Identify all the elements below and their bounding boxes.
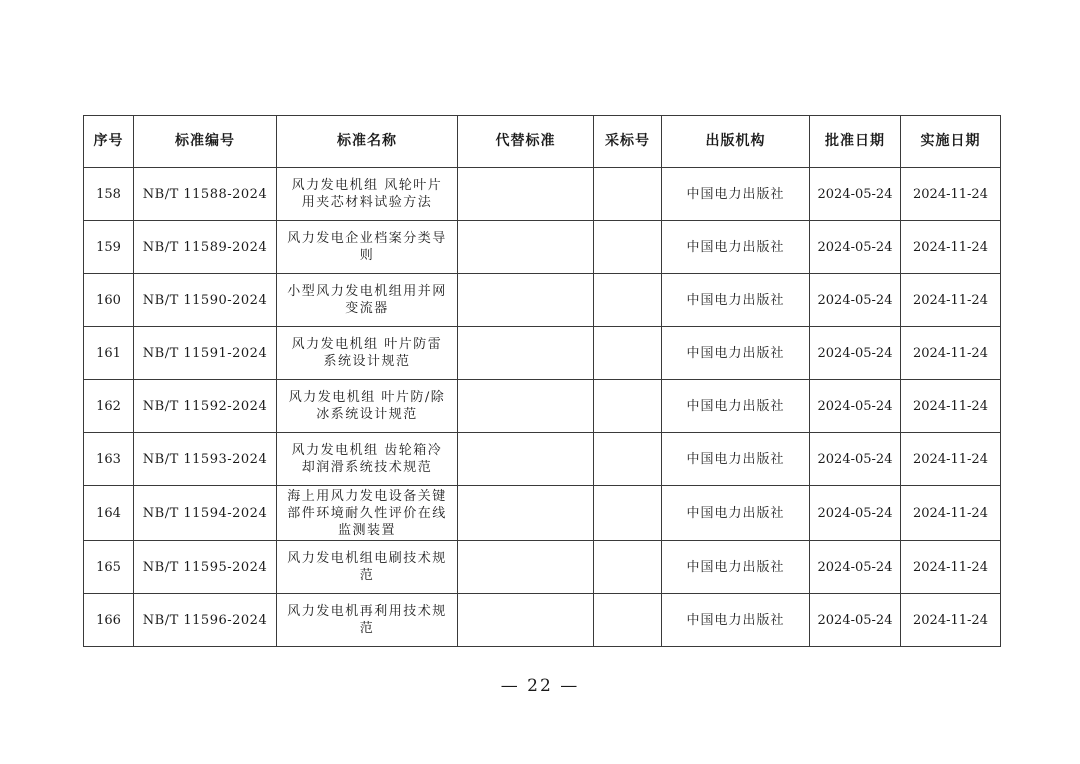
table-row	[84, 594, 1001, 647]
cell-code: NB/T 11594-2024	[134, 486, 277, 541]
cell-approved: 2024-05-24	[810, 486, 901, 541]
table-row	[84, 433, 1001, 486]
cell-adopted	[594, 221, 662, 274]
standards-table	[83, 115, 1001, 647]
cell-publisher: 中国电力出版社	[662, 221, 810, 274]
cell-no: 165	[84, 541, 134, 594]
cell-code: NB/T 11590-2024	[134, 274, 277, 327]
cell-code: NB/T 11595-2024	[134, 541, 277, 594]
cell-approved: 2024-05-24	[810, 433, 901, 486]
table-row	[84, 486, 1001, 541]
cell-adopted	[594, 541, 662, 594]
table-row	[84, 274, 1001, 327]
cell-publisher: 中国电力出版社	[662, 594, 810, 647]
cell-adopted	[594, 486, 662, 541]
cell-adopted	[594, 168, 662, 221]
header-no: 序号	[84, 116, 134, 168]
cell-no: 162	[84, 380, 134, 433]
cell-no: 158	[84, 168, 134, 221]
cell-replaces	[458, 274, 594, 327]
cell-code: NB/T 11589-2024	[134, 221, 277, 274]
table-row	[84, 541, 1001, 594]
cell-name: 海上用风力发电设备关键部件环境耐久性评价在线监测装置	[277, 486, 458, 541]
cell-no: 161	[84, 327, 134, 380]
table-row	[84, 168, 1001, 221]
cell-approved: 2024-05-24	[810, 274, 901, 327]
cell-effective: 2024-11-24	[901, 168, 1001, 221]
cell-effective: 2024-11-24	[901, 327, 1001, 380]
cell-approved: 2024-05-24	[810, 221, 901, 274]
header-replaces: 代替标准	[458, 116, 594, 168]
page-number: — 22 —	[500, 676, 580, 696]
cell-code: NB/T 11592-2024	[134, 380, 277, 433]
cell-no: 166	[84, 594, 134, 647]
header-adopted: 采标号	[594, 116, 662, 168]
cell-adopted	[594, 594, 662, 647]
cell-effective: 2024-11-24	[901, 486, 1001, 541]
cell-no: 163	[84, 433, 134, 486]
cell-name: 风力发电机组 叶片防/除冰系统设计规范	[277, 380, 458, 433]
cell-approved: 2024-05-24	[810, 594, 901, 647]
table-row	[84, 327, 1001, 380]
cell-replaces	[458, 327, 594, 380]
cell-replaces	[458, 221, 594, 274]
cell-code: NB/T 11593-2024	[134, 433, 277, 486]
header-publisher: 出版机构	[662, 116, 810, 168]
cell-replaces	[458, 541, 594, 594]
header-effective: 实施日期	[901, 116, 1001, 168]
cell-effective: 2024-11-24	[901, 274, 1001, 327]
cell-adopted	[594, 327, 662, 380]
cell-name: 风力发电机组 齿轮箱冷却润滑系统技术规范	[277, 433, 458, 486]
cell-code: NB/T 11588-2024	[134, 168, 277, 221]
cell-no: 160	[84, 274, 134, 327]
cell-name: 风力发电机再利用技术规范	[277, 594, 458, 647]
cell-effective: 2024-11-24	[901, 380, 1001, 433]
cell-name: 风力发电机组 风轮叶片用夹芯材料试验方法	[277, 168, 458, 221]
cell-publisher: 中国电力出版社	[662, 486, 810, 541]
cell-name: 风力发电机组 叶片防雷系统设计规范	[277, 327, 458, 380]
cell-publisher: 中国电力出版社	[662, 274, 810, 327]
cell-name: 小型风力发电机组用并网变流器	[277, 274, 458, 327]
cell-effective: 2024-11-24	[901, 221, 1001, 274]
cell-approved: 2024-05-24	[810, 168, 901, 221]
cell-adopted	[594, 274, 662, 327]
cell-effective: 2024-11-24	[901, 594, 1001, 647]
cell-replaces	[458, 168, 594, 221]
cell-effective: 2024-11-24	[901, 433, 1001, 486]
cell-approved: 2024-05-24	[810, 327, 901, 380]
cell-no: 159	[84, 221, 134, 274]
cell-replaces	[458, 486, 594, 541]
cell-replaces	[458, 380, 594, 433]
table-header-row	[84, 116, 1001, 168]
cell-replaces	[458, 594, 594, 647]
header-approved: 批准日期	[810, 116, 901, 168]
cell-effective: 2024-11-24	[901, 541, 1001, 594]
cell-publisher: 中国电力出版社	[662, 168, 810, 221]
cell-code: NB/T 11591-2024	[134, 327, 277, 380]
cell-publisher: 中国电力出版社	[662, 541, 810, 594]
cell-publisher: 中国电力出版社	[662, 433, 810, 486]
cell-code: NB/T 11596-2024	[134, 594, 277, 647]
cell-adopted	[594, 433, 662, 486]
cell-adopted	[594, 380, 662, 433]
cell-replaces	[458, 433, 594, 486]
cell-approved: 2024-05-24	[810, 380, 901, 433]
cell-publisher: 中国电力出版社	[662, 327, 810, 380]
cell-publisher: 中国电力出版社	[662, 380, 810, 433]
table-row	[84, 380, 1001, 433]
cell-no: 164	[84, 486, 134, 541]
cell-name: 风力发电企业档案分类导则	[277, 221, 458, 274]
header-name: 标准名称	[277, 116, 458, 168]
cell-approved: 2024-05-24	[810, 541, 901, 594]
cell-name: 风力发电机组电刷技术规范	[277, 541, 458, 594]
table-row	[84, 221, 1001, 274]
header-code: 标准编号	[134, 116, 277, 168]
